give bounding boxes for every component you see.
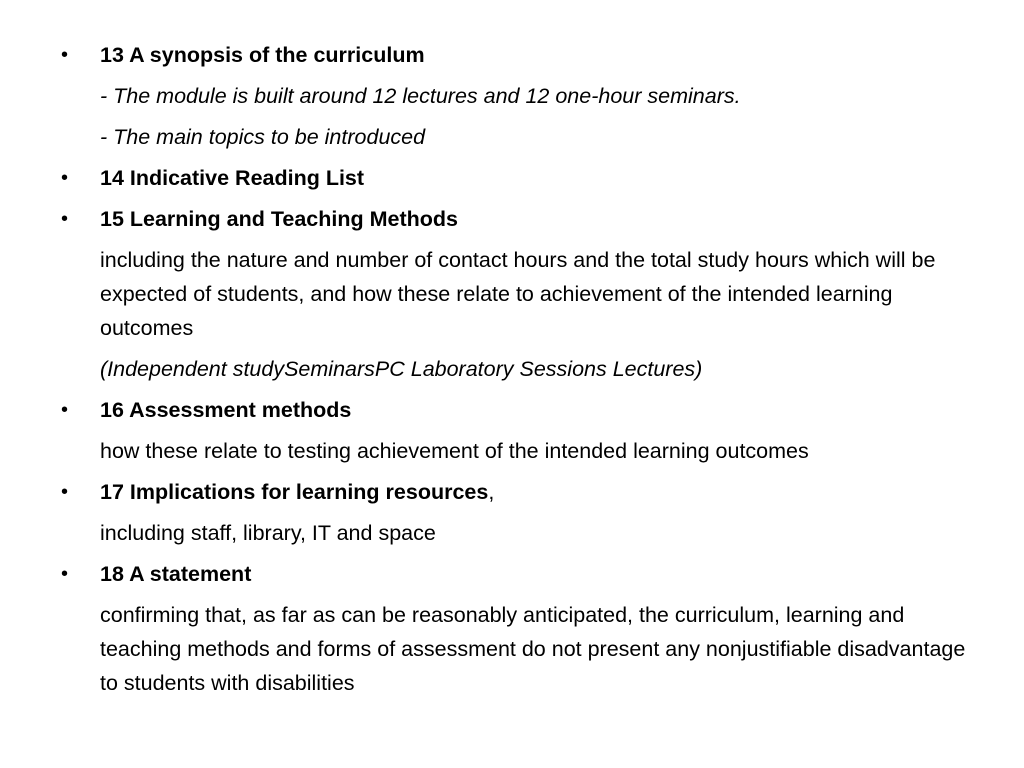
- item-body: confirming that, as far as can be reasonably anticipated, the curriculum, learning and teaching methods and forms of assessment do not present any nonjustifiable disadvantage to students with disabilities: [100, 603, 966, 695]
- bullet-marker: •: [61, 167, 69, 189]
- slide-content: [61, 38, 980, 707]
- bullet-marker: •: [61, 208, 69, 230]
- bullet-item-13: [61, 38, 980, 72]
- item-line: - The main topics to be introduced: [100, 125, 426, 149]
- item-line: - The module is built around 12 lectures and 12 one-hour seminars.: [100, 84, 741, 108]
- bullet-marker: •: [61, 44, 69, 66]
- item-heading: 14 Indicative Reading List: [100, 166, 365, 190]
- item-note: (Independent studySeminarsPC Laboratory Sessions Lectures): [100, 357, 703, 381]
- item-body: how these relate to testing achievement of the intended learning outcomes: [100, 439, 809, 463]
- bullet-item-14: [61, 161, 980, 195]
- bullet-item-17: [61, 475, 980, 509]
- item-heading-suffix: ,: [488, 480, 495, 504]
- item-heading: 17 Implications for learning resources: [100, 480, 489, 504]
- item-heading: 16 Assessment methods: [100, 398, 352, 422]
- item-heading: 18 A statement: [100, 562, 252, 586]
- bullet-item-15: [61, 202, 980, 236]
- bullet-item-16: [61, 393, 980, 427]
- bullet-marker: •: [61, 563, 69, 585]
- item-heading: 13 A synopsis of the curriculum: [100, 43, 425, 67]
- item-body: including staff, library, IT and space: [100, 521, 436, 545]
- item-heading: 15 Learning and Teaching Methods: [100, 207, 458, 231]
- bullet-item-18: [61, 557, 980, 591]
- bullet-marker: •: [61, 481, 69, 503]
- item-body: including the nature and number of contact hours and the total study hours which will be expected of students, and how these relate to achievement of the intended learning outcomes: [100, 248, 936, 340]
- bullet-marker: •: [61, 399, 69, 421]
